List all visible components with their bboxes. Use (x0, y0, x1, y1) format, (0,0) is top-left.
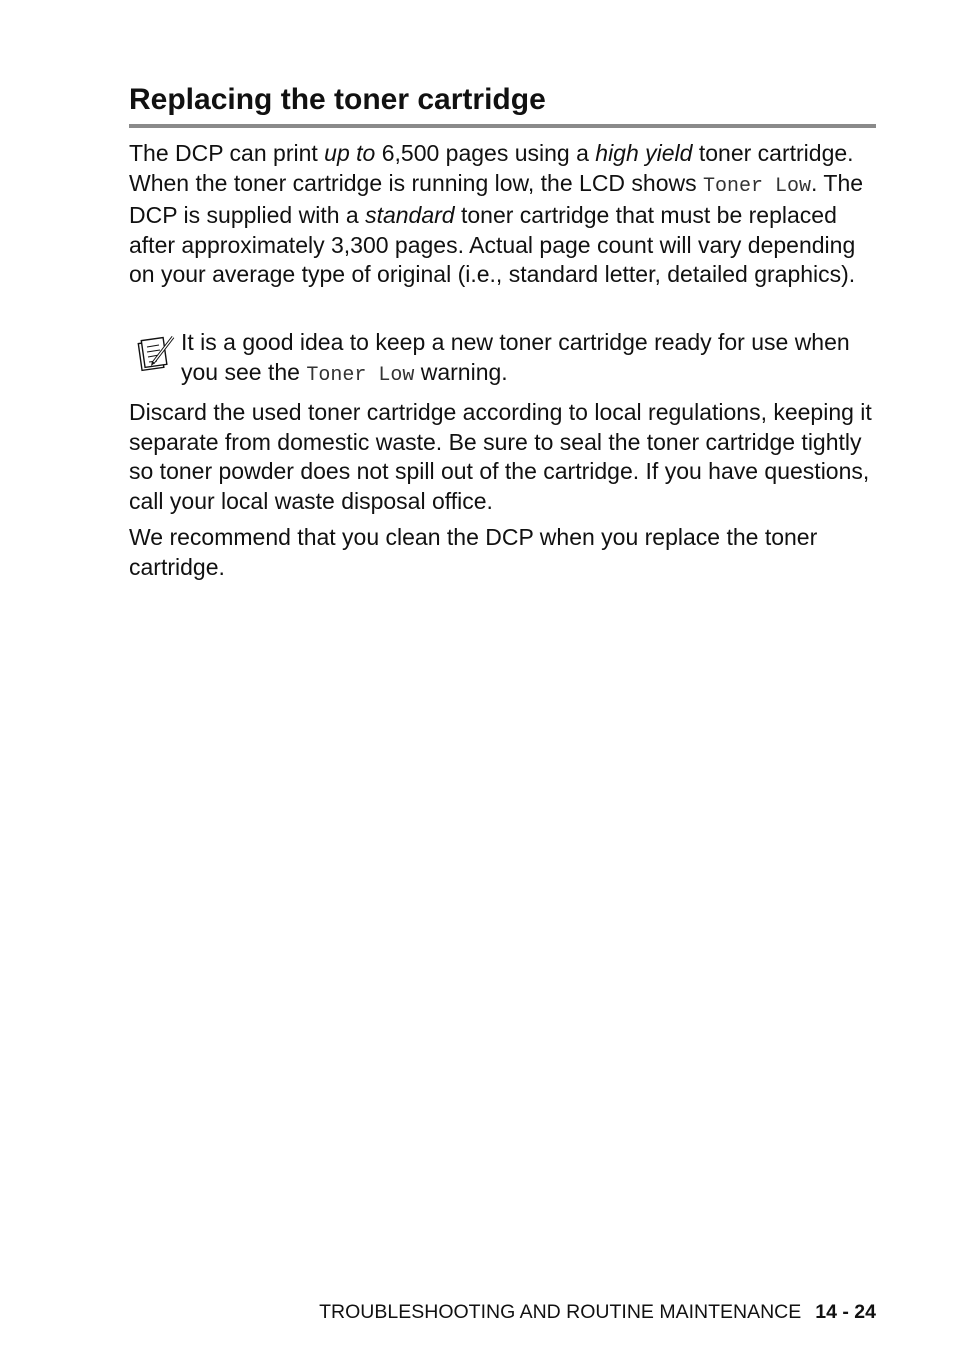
intro-text-5: toner cartridge that must be replaced after approximately 3,300 pages. Actual page count will vary depending on your average type of original (i.e., standard letter, detailed graphics). (129, 202, 856, 288)
intro-text-2: 6,500 pages using a (375, 140, 596, 166)
intro-emphasis-up-to: up to (324, 140, 376, 166)
heading-rule (129, 124, 876, 128)
intro-emphasis-standard: standard (365, 202, 455, 229)
intro-emphasis-high-yield: high yield (595, 140, 693, 166)
note-text-2: warning. (414, 358, 508, 385)
note-text-1: It is a good idea to keep a new toner cartridge ready for use when you see the (181, 329, 850, 385)
page-footer (290, 1299, 876, 1325)
note-pencil-icon (135, 333, 177, 373)
note-lcd-message-toner-low: Toner Low (306, 363, 415, 387)
intro-text-3: toner cartridge. When the toner cartridge is running low, the LCD shows (129, 140, 854, 196)
intro-text-1: The DCP can print (129, 140, 325, 166)
intro-text-4: . The DCP is supplied with a (129, 169, 864, 229)
note-text (181, 328, 881, 390)
lcd-message-toner-low: Toner Low (703, 174, 812, 198)
page-heading: Replacing the toner cartridge (129, 83, 546, 116)
footer-section-title: TROUBLESHOOTING AND ROUTINE MAINTENANCE (319, 1301, 802, 1323)
intro-paragraph (129, 139, 879, 290)
footer-page-number: 14 - 24 (815, 1301, 876, 1323)
disposal-paragraph: Discard the used toner cartridge according to local regulations, keeping it separate from domestic waste. Be sure to seal the toner cartridge tightly so toner powder does not spill out of the cartridge. If you have questions, call your local waste disposal office. (129, 399, 872, 514)
cleaning-paragraph: We recommend that you clean the DCP when you replace the toner cartridge. (129, 524, 818, 580)
